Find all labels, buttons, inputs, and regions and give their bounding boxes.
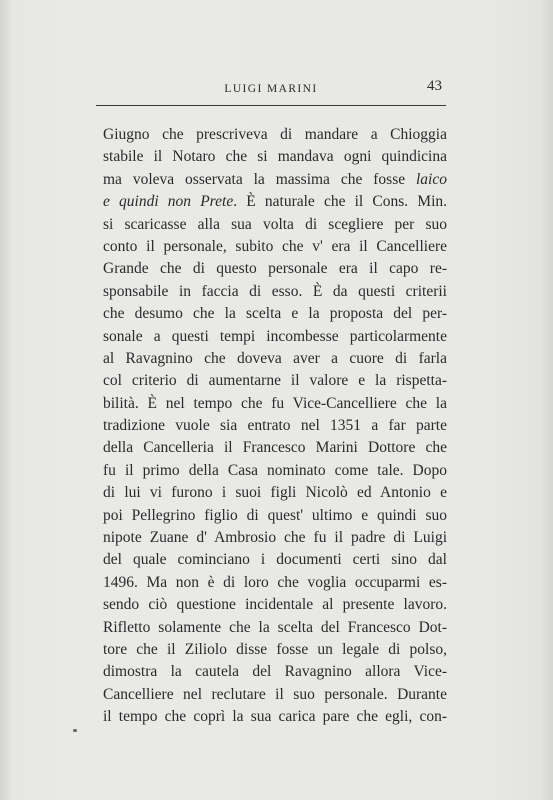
text-line-4: e quindi non Prete. È naturale che il Cons. Min.	[103, 193, 447, 211]
text-line-22: sendo ciò questione incidentale al presente lavoro.	[103, 596, 447, 614]
text-line-20: del quale cominciano i documenti certi sino dal	[103, 551, 447, 569]
text-line-6: conto il personale, subito che v' era il Cancelliere	[103, 237, 447, 255]
text-line-25: dimostra la cautela del Ravagnino allora Vice-	[103, 663, 447, 681]
body-text	[103, 124, 447, 729]
text-line-10: sonale a questi tempi incombesse particolarmente	[103, 327, 447, 345]
running-head	[96, 78, 446, 98]
text-line-8: sponsabile in faccia di esso. È da questi criterii	[103, 282, 447, 300]
page-number: 43	[427, 78, 442, 94]
text-line-18: poi Pellegrino figlio di quest' ultimo e quindi suo	[103, 506, 447, 524]
text-line-13: bilità. È nel tempo che fu Vice-Cancelliere che la	[103, 394, 447, 412]
text-line-5: si scaricasse alla sua volta di scegliere per suo	[103, 215, 447, 233]
text-line-2: stabile il Notaro che si mandava ogni quindicina	[103, 148, 447, 166]
text-line-16: fu il primo della Casa nominato come tale. Dopo	[103, 461, 447, 479]
text-line-21: 1496. Ma non è di loro che voglia occuparmi es-	[103, 573, 447, 591]
text-line-12: col criterio di aumentarne il valore e la rispetta-	[103, 372, 447, 390]
italic-phrase: laico	[416, 170, 447, 188]
text-line-11: al Ravagnino che doveva aver a cuore di farla	[103, 349, 447, 367]
paper-speck	[73, 729, 77, 732]
text-line-24: tore che il Ziliolo disse fosse un legale di polso,	[103, 640, 447, 658]
text-line-27: il tempo che coprì la sua carica pare che egli, con-	[103, 708, 447, 726]
text-line-14: tradizione vuole sia entrato nel 1351 a far parte	[103, 417, 447, 435]
running-head-author: LUIGI MARINI	[224, 83, 318, 95]
text-line-17: di lui vi furono i suoi figli Nicolò ed Antonio e	[103, 484, 447, 502]
text-line-23: Rifletto solamente che la scelta del Francesco Dot-	[103, 618, 447, 636]
header-rule	[96, 105, 446, 106]
text-line-7: Grande che di questo personale era il capo re-	[103, 260, 447, 278]
text-line-26: Cancelliere nel reclutare il suo personale. Durante	[103, 685, 447, 703]
text-line-9: che desumo che la scelta e la proposta del per-	[103, 305, 447, 323]
text-line-19: nipote Zuane d' Ambrosio che fu il padre di Luigi	[103, 529, 447, 547]
text-line-3: ma voleva osservata la massima che fosse laico	[103, 170, 447, 188]
text-line-1: Giugno che prescriveva di mandare a Chioggia	[103, 126, 447, 143]
italic-phrase: e quindi non Prete	[103, 193, 234, 211]
text-line-15: della Cancelleria il Francesco Marini Dottore che	[103, 439, 447, 457]
